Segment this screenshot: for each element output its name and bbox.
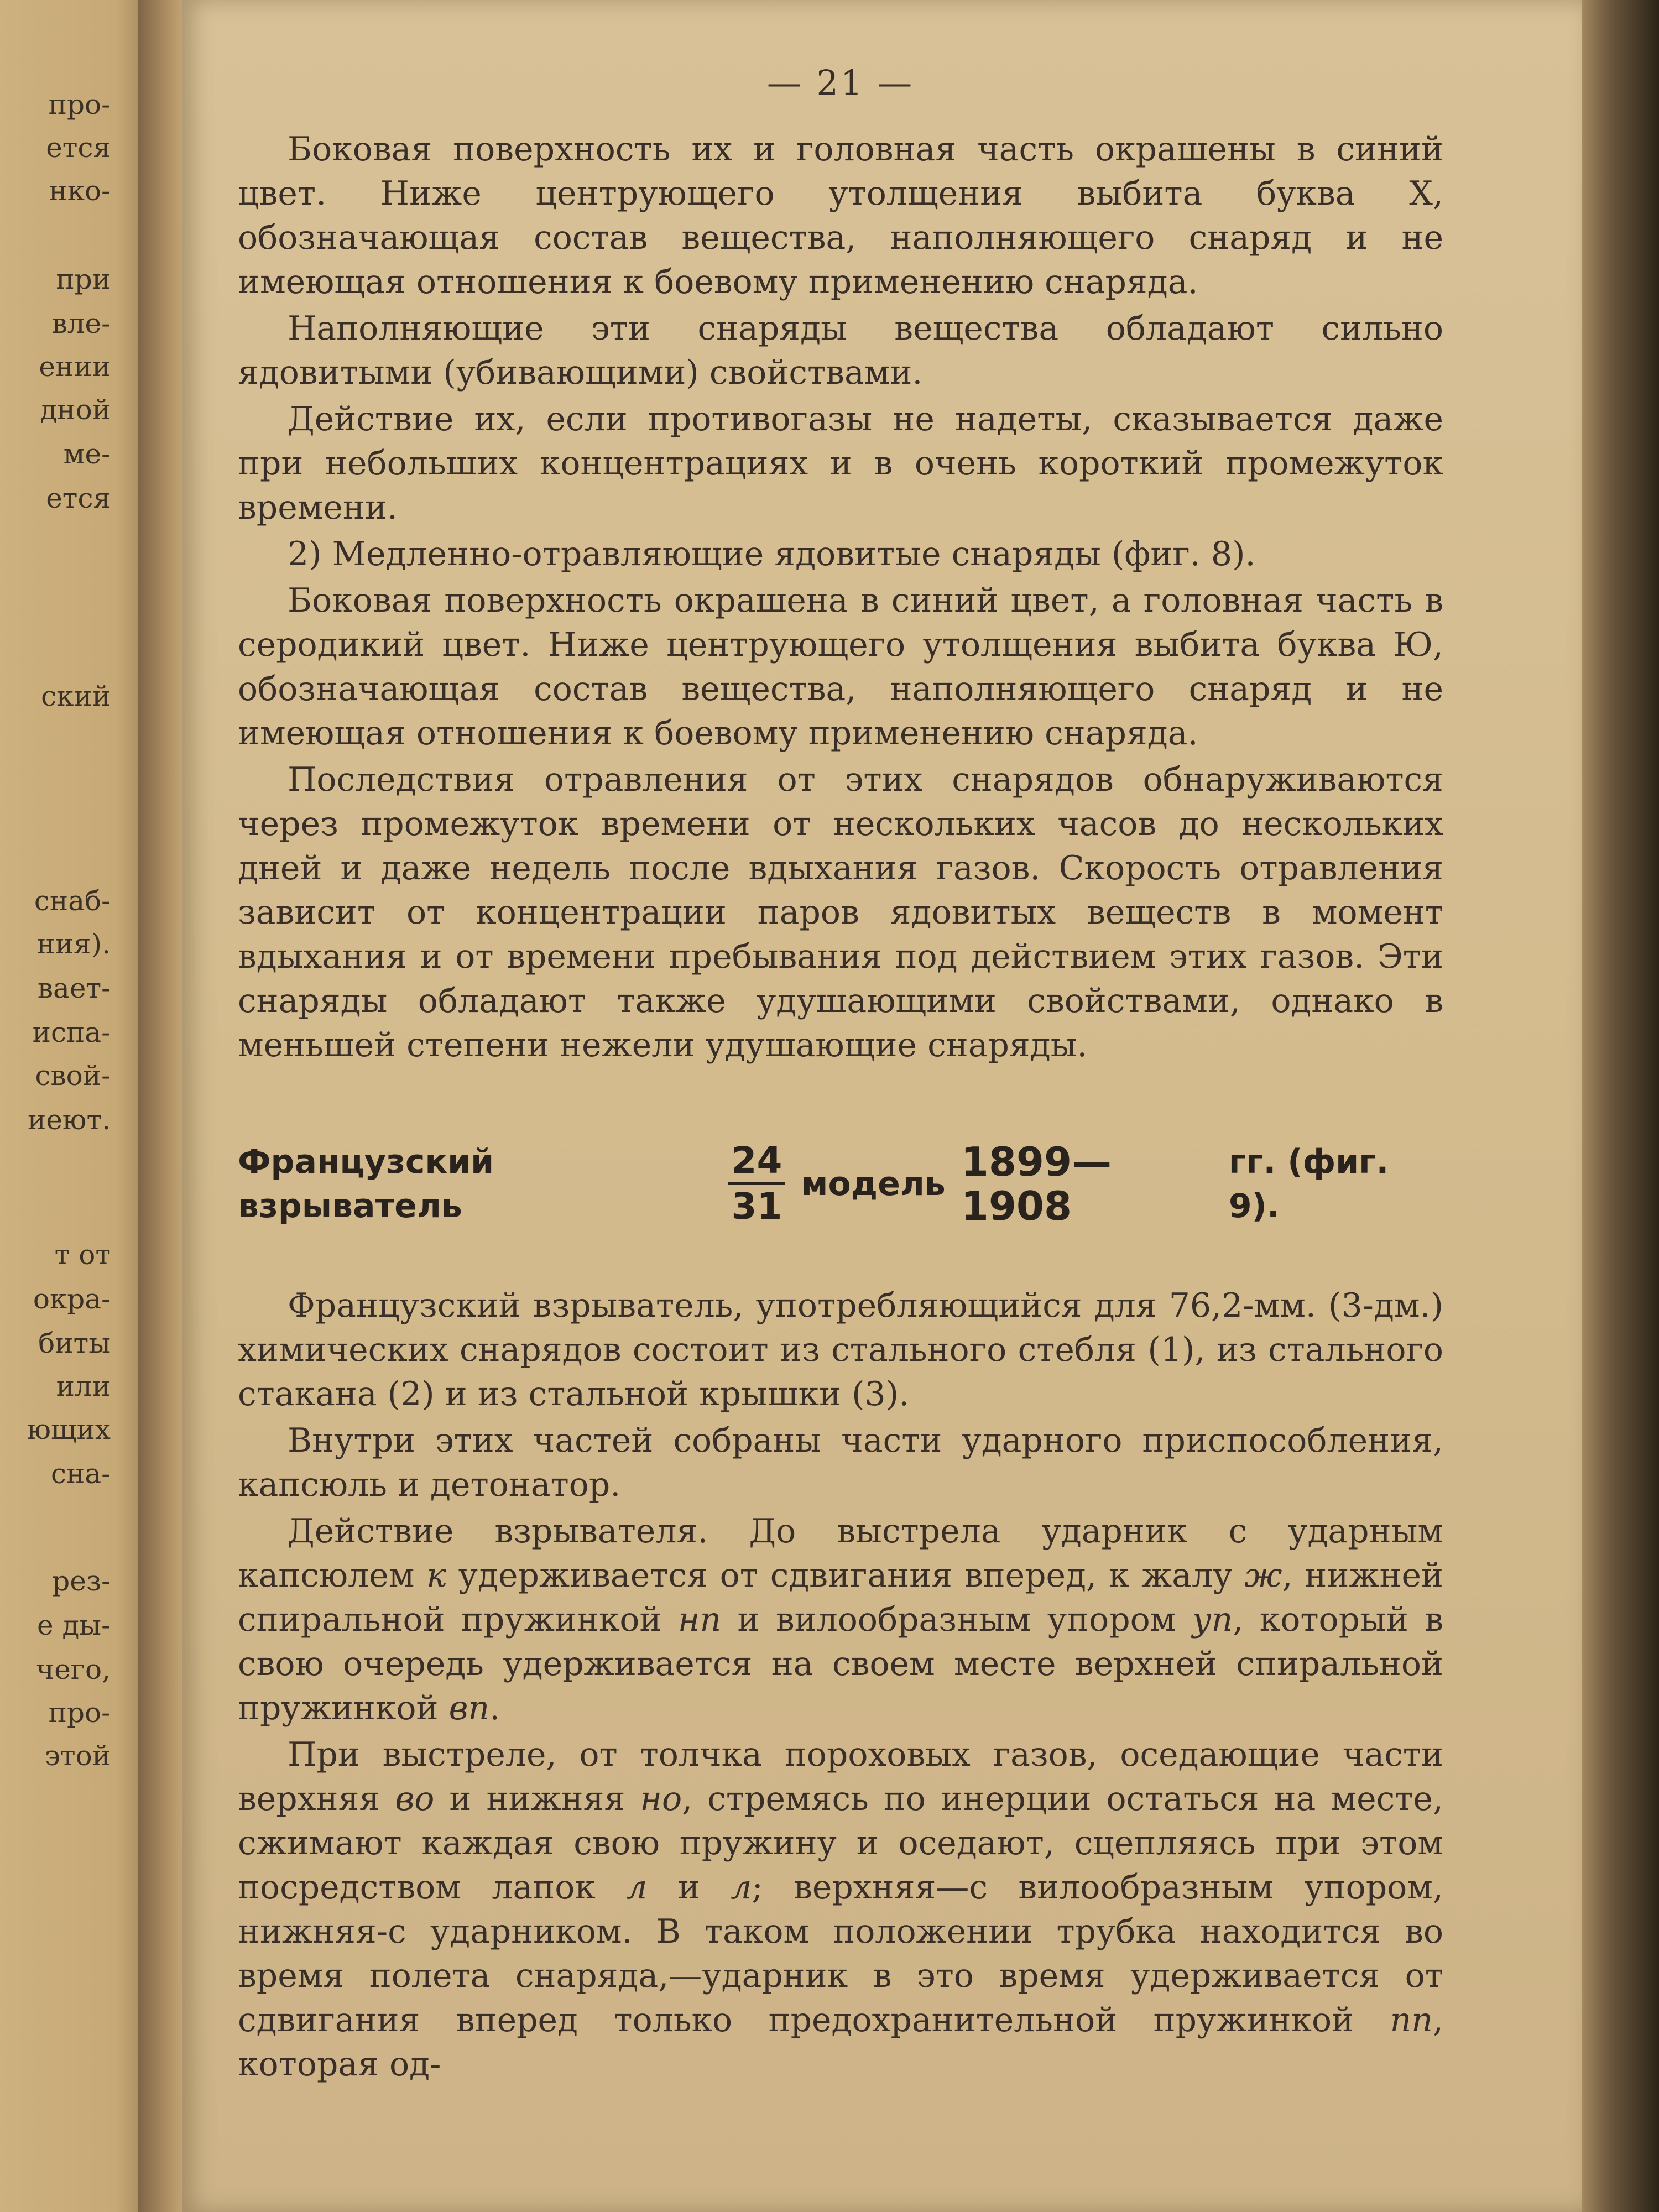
- label-np: нп: [677, 1600, 722, 1639]
- section-heading: [238, 1139, 1443, 1228]
- label-l1: л: [626, 1868, 648, 1907]
- left-fragment: т от: [54, 1239, 111, 1271]
- label-l2: л: [731, 1868, 752, 1907]
- paragraph: 2) Медленно-отравляющие ядовитые снаряды (фиг. 8).: [288, 535, 1256, 573]
- left-fragment: ющих: [27, 1413, 111, 1446]
- paragraph: Боковая поверхность их и головная часть окрашены в синий цвет. Ниже центрующего утолщения выбита буква Х, обозначающая состав вещества, наполняющего снаряд и не имеющая отношения к боевому применению снаряда.: [238, 130, 1443, 301]
- text-run: и вилообразным упором: [721, 1600, 1192, 1639]
- page-number: — 21 —: [766, 62, 915, 103]
- text-run: , нижней спиральной пружинкой: [238, 1556, 1443, 1639]
- paragraph: Боковая поверхность окрашена в синий цвет, а головная часть в серодикий цвет. Ниже центрующего утолщения выбита буква Ю, обозначающая состав вещества, наполняющего снаряд и не имеющая отношения к боевому применению снаряда.: [238, 581, 1443, 753]
- left-fragment: ется: [46, 132, 111, 164]
- text-run: При выстреле, от толчка пороховых газов, оседающие части верхняя: [238, 1735, 1443, 1818]
- left-fragment: про-: [48, 88, 111, 121]
- paragraph: Действие их, если противогазы не надеты, сказывается даже при небольших концентрациях и в очень короткий промежуток времени.: [238, 400, 1443, 527]
- heading-model: модель: [801, 1164, 946, 1203]
- heading-years: 1899—1908: [961, 1138, 1112, 1229]
- page-content: [238, 61, 1443, 2089]
- text-run: , которая од-: [238, 2001, 1443, 2084]
- left-fragment: вает-: [37, 972, 111, 1004]
- fraction-numerator: 24: [728, 1139, 786, 1185]
- label-up: уп: [1192, 1600, 1233, 1639]
- left-fragment: снаб-: [34, 885, 111, 917]
- left-fragment: этой: [44, 1740, 111, 1772]
- label-zh: ж: [1244, 1556, 1282, 1595]
- left-fragment: ния).: [36, 928, 111, 960]
- paragraph: Внутри этих частей собраны части ударного приспособления, капсюль и детонатор.: [238, 1421, 1443, 1504]
- label-pp: пп: [1390, 2001, 1433, 2039]
- left-fragment: чего,: [36, 1653, 111, 1686]
- left-fragment: нко-: [49, 175, 111, 207]
- left-fragment: или: [56, 1370, 111, 1402]
- label-no: но: [640, 1780, 682, 1818]
- paragraph: Последствия отравления от этих снарядов обнаруживаются через промежуток времени от нескольких часов до нескольких дней и даже недель после вдыхания газов. Скорость отравления зависит от концентрации паров ядовитых веществ в момент вдыхания и от времени пребывания под действием этих газов. Эти снаряды обладают также удушающими свойствами, однако в меньшей степени нежели удушающие снаряды.: [238, 760, 1443, 1065]
- left-fragment: про-: [48, 1697, 111, 1729]
- fraction: [728, 1139, 786, 1228]
- book-page: [182, 0, 1582, 2212]
- text-run: , стремясь по инерции остаться на месте, сжимают каждая свою пружину и оседают, сцепляясь при этом посредством лапок: [238, 1780, 1443, 1907]
- left-fragment: сна-: [50, 1458, 111, 1490]
- paragraph: Наполняющие эти снаряды вещества обладают сильно ядовитыми (убивающими) свойствами.: [238, 309, 1443, 392]
- text-run: удерживается от сдвигания вперед, к жалу: [446, 1556, 1245, 1595]
- text-run: , который в свою очередь удерживается на своем месте верхней спиральной пружинкой: [238, 1600, 1443, 1728]
- left-fragment: вле-: [51, 307, 111, 340]
- left-fragment: испа-: [32, 1016, 111, 1048]
- label-vo: во: [395, 1780, 435, 1818]
- left-fragment: при: [56, 263, 111, 295]
- text-run: Действие взрывателя. До выстрела ударник с ударным капсюлем: [238, 1512, 1443, 1595]
- paragraph: Французский взрыватель, употребляющийся для 76,2-мм. (3-дм.) химических снарядов состоит из стального стебля (1), из стального стакана (2) и из стальной крышки (3).: [238, 1286, 1443, 1413]
- paragraph: [238, 1733, 1443, 2086]
- text-run: ; верхняя—с вилообразным упором, нижняя-с ударником. В таком положении трубка находится во время полета снаряда,—ударник в это время удерживается от сдвигания вперед только предохранительной пружинкой: [238, 1868, 1444, 2039]
- text-run: и: [647, 1868, 731, 1907]
- book-edge: [1571, 0, 1659, 2212]
- left-fragment: ский: [41, 680, 111, 712]
- label-k: к: [426, 1556, 447, 1595]
- heading-prefix: Французский взрыватель: [238, 1142, 494, 1225]
- left-fragment: ется: [46, 482, 111, 514]
- heading-suffix: гг. (фиг. 9).: [1228, 1142, 1389, 1225]
- left-fragment: окра-: [33, 1283, 111, 1315]
- left-fragment: дной: [40, 394, 111, 426]
- left-fragment: ме-: [63, 438, 111, 470]
- left-fragment: иеют.: [28, 1104, 111, 1136]
- left-fragment: ении: [39, 351, 111, 383]
- text-run: .: [489, 1689, 500, 1728]
- label-vp: вп: [448, 1689, 490, 1728]
- fraction-denominator: 31: [731, 1185, 782, 1228]
- left-fragment: е ды-: [37, 1609, 111, 1641]
- left-fragment: свой-: [35, 1060, 111, 1092]
- left-fragment: биты: [38, 1327, 111, 1359]
- text-run: и нижняя: [434, 1780, 640, 1818]
- paragraph: [238, 1509, 1443, 1730]
- left-fragment: рез-: [52, 1565, 111, 1597]
